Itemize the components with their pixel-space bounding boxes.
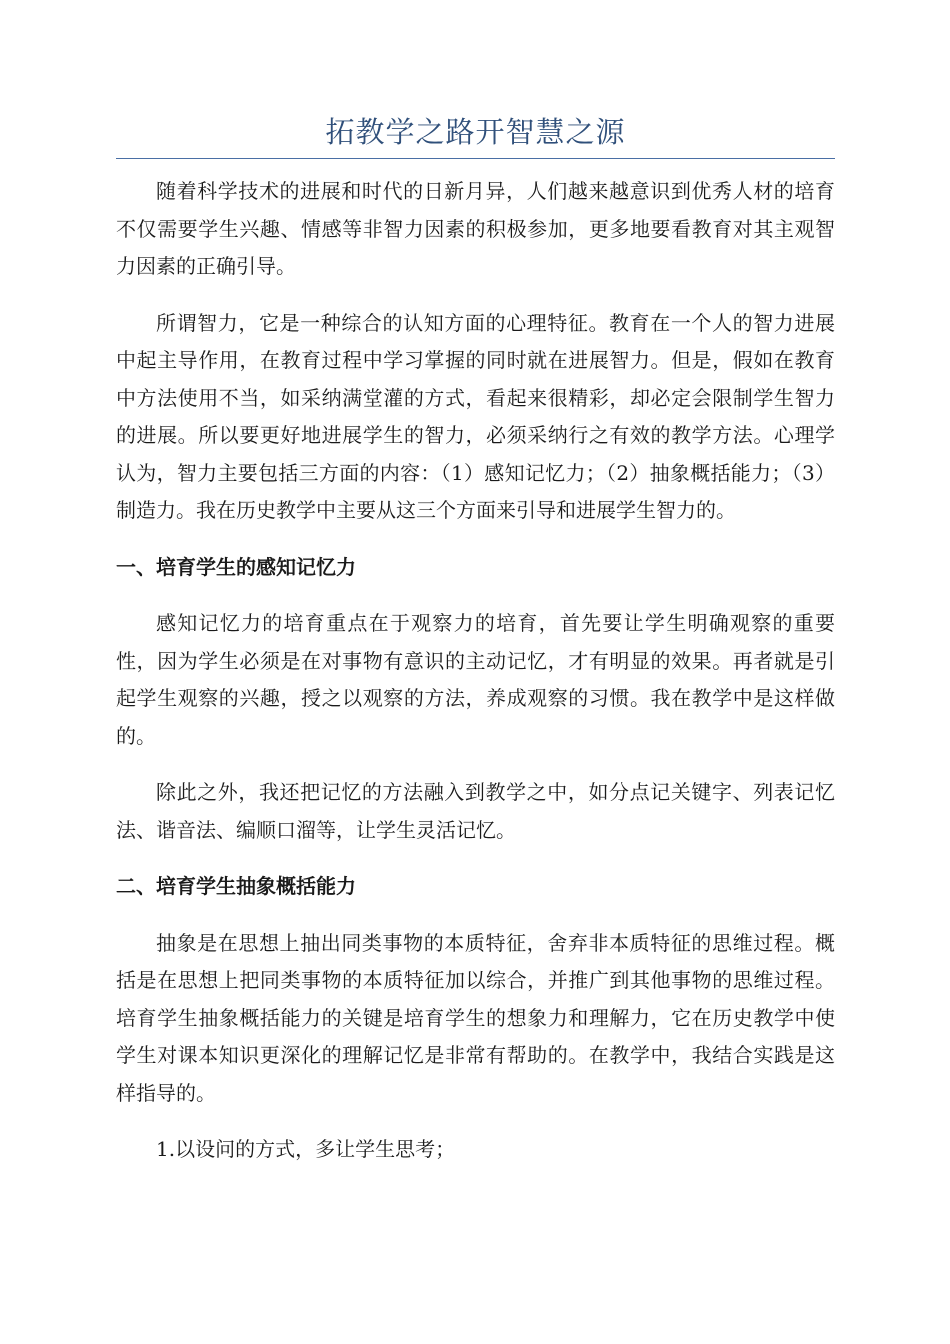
paragraph-intro: 随着科学技术的进展和时代的日新月异，人们越来越意识到优秀人材的培育不仅需要学生兴趣、情感等非智力因素的积极参加，更多地要看教育对其主观智力因素的正确引导。 [116, 179, 835, 278]
document-title: 拓教学之路开智慧之源 [116, 110, 835, 159]
paragraph-perception: 感知记忆力的培育重点在于观察力的培育，首先要让学生明确观察的重要性，因为学生必须是在对事物有意识的主动记忆，才有明显的效果。再者就是引起学生观察的兴趣，授之以观察的方法，养成观察的习惯。我在教学中是这样做的。 [116, 611, 835, 748]
list-item-1: 1.以设问的方式，多让学生思考； [156, 1137, 456, 1161]
paragraph-abstraction: 抽象是在思想上抽出同类事物的本质特征，舍弃非本质特征的思维过程。概括是在思想上把同类事物的本质特征加以综合，并推广到其他事物的思维过程。培育学生抽象概括能力的关键是培育学生的想象力和理解力，它在历史教学中使学生对课本知识更深化的理解记忆是非常有帮助的。在教学中，我结合实践是这样指导的。 [116, 930, 835, 1105]
section-heading-2: 二、培育学生抽象概括能力 [116, 874, 356, 898]
paragraph-intelligence: 所谓智力，它是一种综合的认知方面的心理特征。教育在一个人的智力进展中起主导作用，在教育过程中学习掌握的同时就在进展智力。但是，假如在教育中方法使用不当，如采纳满堂灌的方式，看起来很精彩，却必定会限制学生智力的进展。所以要更好地进展学生的智力，必须采纳行之有效的教学方法。心理学认为，智力主要包括三方面的内容：（1）感知记忆力；（2）抽象概括能力；（3）制造力。我在历史教学中主要从这三个方面来引导和进展学生智力的。 [116, 310, 835, 522]
document-page [116, 110, 835, 1188]
paragraph-memory-methods: 除此之外，我还把记忆的方法融入到教学之中，如分点记关键字、列表记忆法、谐音法、编顺口溜等，让学生灵活记忆。 [116, 780, 835, 842]
section-heading-1: 一、培育学生的感知记忆力 [116, 554, 356, 579]
